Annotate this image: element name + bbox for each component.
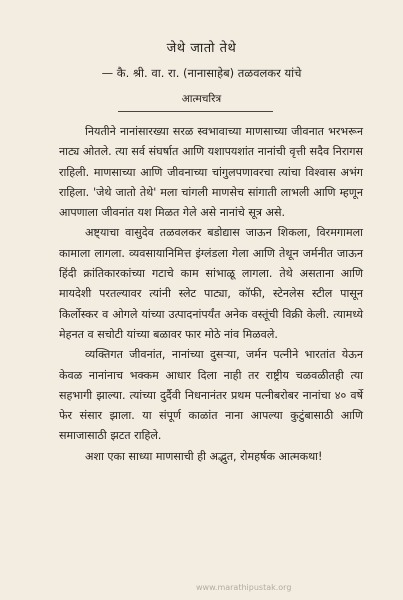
genre-label: आत्मचरित्र	[181, 93, 222, 105]
blurb-paragraph: अशा एका साध्या माणसाची ही अद्भुत, रोमहर्षक आत्मकथा!	[85, 449, 323, 463]
author-line: — कै. श्री. वा. रा. (नानासाहेब) तळवलकर यांचे	[101, 66, 302, 80]
blurb-paragraph: व्यक्तिगत जीवनांत, नानांच्या दुसऱ्या, जर्मन पत्नीने भारतांत येऊन केवळ नानांनाच भक्कम आधार दिला नाही तर राष्ट्रीय चळवळीतही त्या सहभागी झाल्या. त्यांच्या दुर्दैवी निधनानंतर प्रथम पत्नीबरोबर नानांचा ४० वर्षे फेर संसार झाला. या संपूर्ण काळांत नाना आपल्या कुटुंबासाठी आणि समाजासाठी झटत राहिले.	[59, 348, 363, 443]
website-watermark: www.marathipustak.org	[196, 583, 292, 592]
book-title: जेथे जातो तेथे	[166, 41, 237, 56]
title-divider	[118, 111, 273, 112]
blurb-text	[59, 122, 363, 467]
blurb-paragraph: अष्ट्याचा वासुदेव तळवलकर बडोद्यास जाऊन शिकला, विरमगामला कामाला लागला. व्यवसायानिमित्त इंग्लंडला गेला आणि तेथून जर्मनीत जाऊन हिंदी क्रांतिकारकांच्या गटाचे काम सांभाळू लागला. तेथे असताना आणि मायदेशी परतल्यावर त्यांनी स्लेट पाट्या, कॉफी, स्टेनलेस स्टील पासून किर्लोस्कर व ओगले यांच्या उत्पादनांपर्यंत अनेक वस्तूंची विक्री केली. त्यामध्ये मेहनत व सचोटी यांच्या बळावर फार मोठे नांव मिळवले.	[59, 226, 363, 341]
blurb-paragraph: नियतीने नानांसारख्या सरळ स्वभावाच्या माणसाच्या जीवनात भरभरून नाट्य ओतले. त्या सर्व संघर्षात आणि यशापयशांत नानांची वृत्ती सदैव निरागस राहिली. माणसाच्या आणि जीवनाच्या चांगुलपणावरचा त्यांचा विश्वास अभंग राहिला. 'जेथे जातो तेथे' मला चांगली माणसेच सांगाती लाभली आणि म्हणून आपणाला जीवनांत यश मिळत गेले असे नानांचे सूत्र असे.	[59, 125, 363, 220]
